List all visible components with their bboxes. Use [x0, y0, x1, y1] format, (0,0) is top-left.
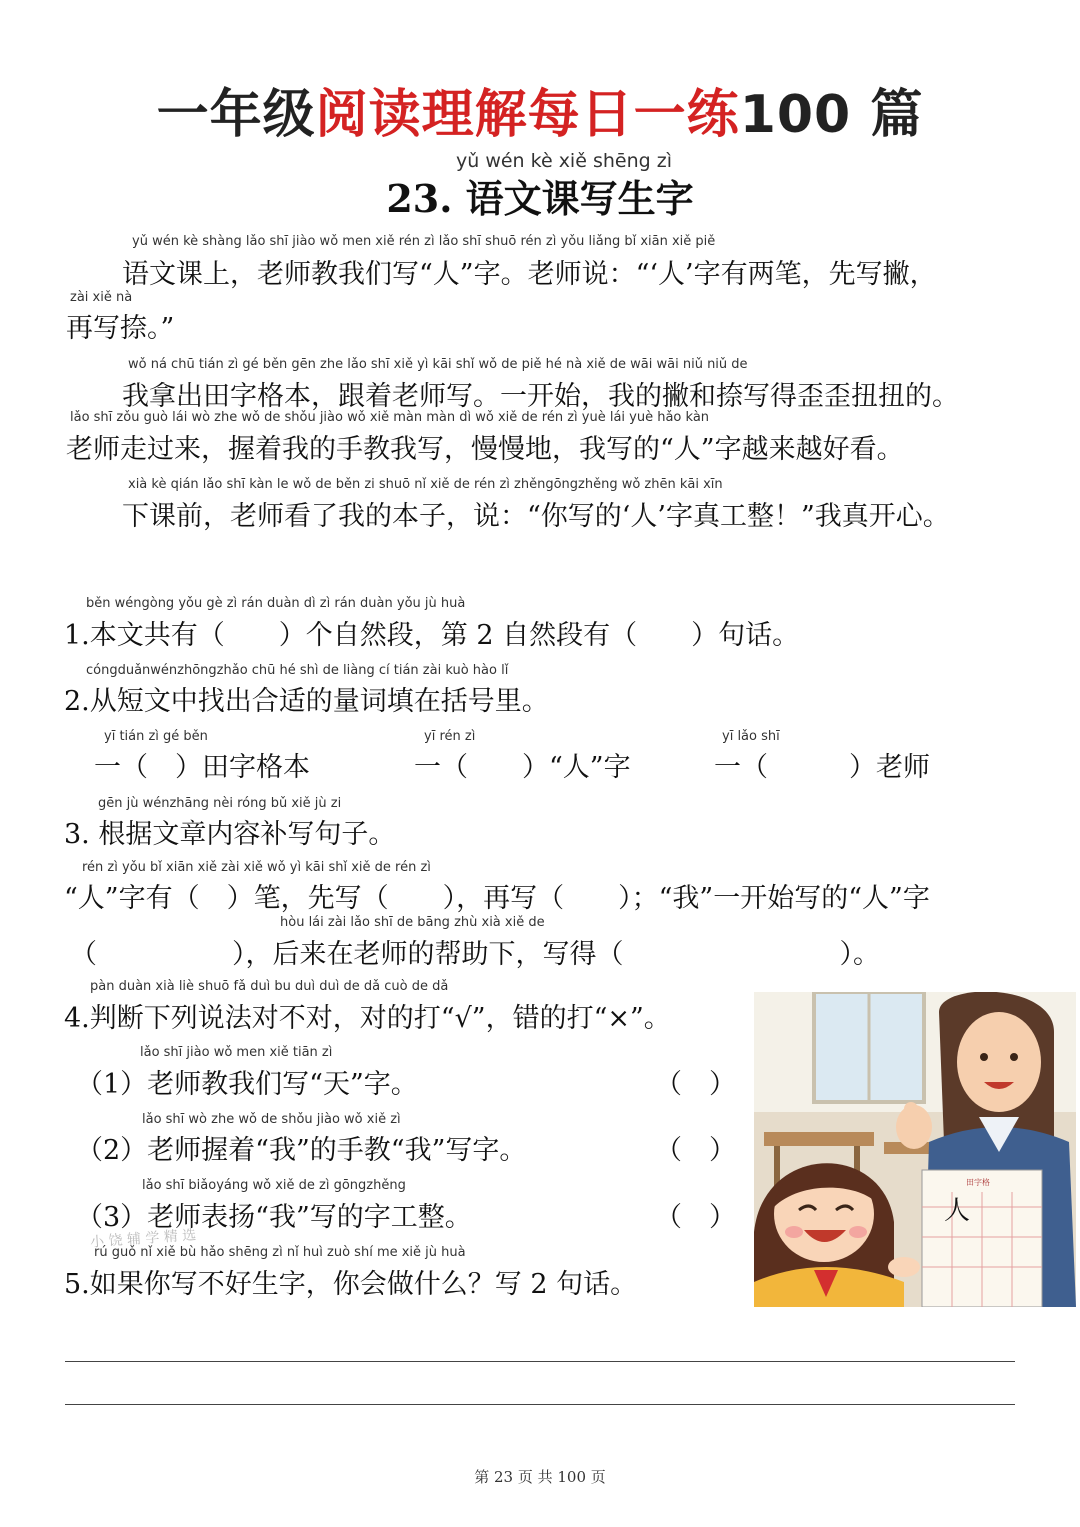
passage-p1b-pinyin: zài xiě nà	[70, 290, 133, 305]
q4-item: （2）老师握着“我”的手教“我”写字。	[76, 1135, 527, 1166]
passage-line: 下课前，老师看了我的本子，说：“你写的‘人’字真工整！”我真开心。	[68, 501, 950, 532]
q3-line1-pinyin: rén zì yǒu bǐ xiān xiě zài xiě wǒ yì kāi shǐ xiě de rén zì	[82, 860, 431, 875]
q4-answer-box[interactable]: （ ）	[655, 1069, 736, 1100]
passage-line: 老师走过来，握着我的手教我写，慢慢地，我写的“人”字越来越好看。	[66, 434, 904, 465]
watermark: 小 饶 辅 学 精 选	[89, 1227, 197, 1251]
q2-item-pinyin: yī lǎo shī	[722, 729, 780, 744]
passage-line: 我拿出田字格本，跟着老师写。一开始，我的撇和捺写得歪歪扭扭的。	[68, 381, 959, 412]
q3-line2: （ ），后来在老师的帮助下，写得（ ）。	[70, 939, 880, 970]
q2-item-pinyin: yī tián zì gé běn	[104, 729, 208, 744]
question-3: 3. 根据文章内容补写句子。	[64, 819, 396, 850]
q3-line2-pinyin: hòu lái zài lǎo shī de bāng zhù xià xiě de	[280, 915, 545, 930]
illustration-svg	[754, 992, 1076, 1307]
q2-item: 一（ ）老师	[714, 752, 930, 783]
q4-answer-box[interactable]: （ ）	[655, 1135, 736, 1166]
q4-item: （3）老师表扬“我”写的字工整。	[76, 1202, 472, 1233]
lesson-title: 23. 语文课写生字	[386, 176, 694, 221]
passage-p2b-pinyin: lǎo shī zǒu guò lái wò zhe wǒ de shǒu jiào wǒ xiě màn màn dì wǒ xiě de rén zì yuè lái yuè hǎo kàn	[70, 410, 710, 425]
answer-line[interactable]	[65, 1361, 1015, 1362]
lesson-title-pinyin: yǔ wén kè xiě shēng zì	[456, 150, 672, 172]
q4-item-pinyin: lǎo shī wò zhe wǒ de shǒu jiào wǒ xiě zì	[142, 1112, 401, 1127]
passage-p2-pinyin: wǒ ná chū tián zì gé běn gēn zhe lǎo shī xiě yì kāi shǐ wǒ de piě hé nà xiě de wāi wāi niǔ niǔ de	[128, 357, 748, 372]
passage-line: 语文课上，老师教我们写“人”字。老师说：“‘人’字有两笔，先写撇，	[68, 259, 937, 290]
q5-pinyin: rú guǒ nǐ xiě bù hǎo shēng zì nǐ huì zuò shí me xiě jù huà	[94, 1245, 466, 1260]
q1-pinyin: běn wéngòng yǒu gè zì rán duàn dì zì rán duàn yǒu jù huà	[86, 596, 466, 611]
answer-line[interactable]	[65, 1404, 1015, 1405]
q4-item-pinyin: lǎo shī jiào wǒ men xiě tiān zì	[140, 1045, 333, 1060]
page-footer: 第 23 页 共 100 页	[474, 1468, 606, 1486]
question-1: 1.本文共有（ ）个自然段，第 2 自然段有（ ）句话。	[64, 620, 800, 651]
q4-pinyin: pàn duàn xià liè shuō fǎ duì bu duì duì de dǎ cuò de dǎ	[90, 979, 449, 994]
passage-p1-pinyin: yǔ wén kè shàng lǎo shī jiào wǒ men xiě rén zì lǎo shī shuō rén zì yǒu liǎng bǐ xiān xiě piě	[132, 234, 716, 249]
q3-line1: “人”字有（ ）笔，先写（ ），再写（ ）；“我”一开始写的“人”字	[64, 883, 930, 914]
title-count: 100 篇	[739, 85, 924, 145]
title-highlight: 阅读理解每日一练	[315, 85, 740, 145]
teacher-student-illustration	[754, 992, 1076, 1307]
q2-pinyin: cóngduǎnwénzhōngzhǎo chū hé shì de liàng cí tián zài kuò hào lǐ	[86, 663, 509, 678]
question-2: 2.从短文中找出合适的量词填在括号里。	[64, 686, 549, 717]
q3-pinyin: gēn jù wénzhāng nèi róng bǔ xiě jù zi	[98, 796, 342, 811]
passage-line: 再写捺。”	[66, 313, 175, 344]
q4-answer-box[interactable]: （ ）	[655, 1202, 736, 1233]
page-title	[0, 72, 1080, 147]
q2-item-pinyin: yī rén zì	[424, 729, 476, 744]
question-5: 5.如果你写不好生字，你会做什么？写 2 句话。	[64, 1269, 638, 1300]
paper-label: 田字格	[966, 1178, 990, 1187]
passage-p3-pinyin: xià kè qián lǎo shī kàn le wǒ de běn zi shuō nǐ xiě de rén zì zhěngōngzhěng wǒ zhēn kāi xīn	[128, 477, 723, 492]
question-4: 4.判断下列说法对不对，对的打“√”，错的打“×”。	[64, 1003, 671, 1034]
q2-item: 一（ ）田字格本	[94, 752, 310, 783]
q4-item: （1）老师教我们写“天”字。	[76, 1069, 418, 1100]
title-grade: 一年级	[156, 85, 316, 145]
q2-item: 一（ ）“人”字	[414, 752, 631, 783]
paper-character: 人	[944, 1196, 971, 1226]
q4-item-pinyin: lǎo shī biǎoyáng wǒ xiě de zì gōngzhěng	[142, 1178, 406, 1193]
